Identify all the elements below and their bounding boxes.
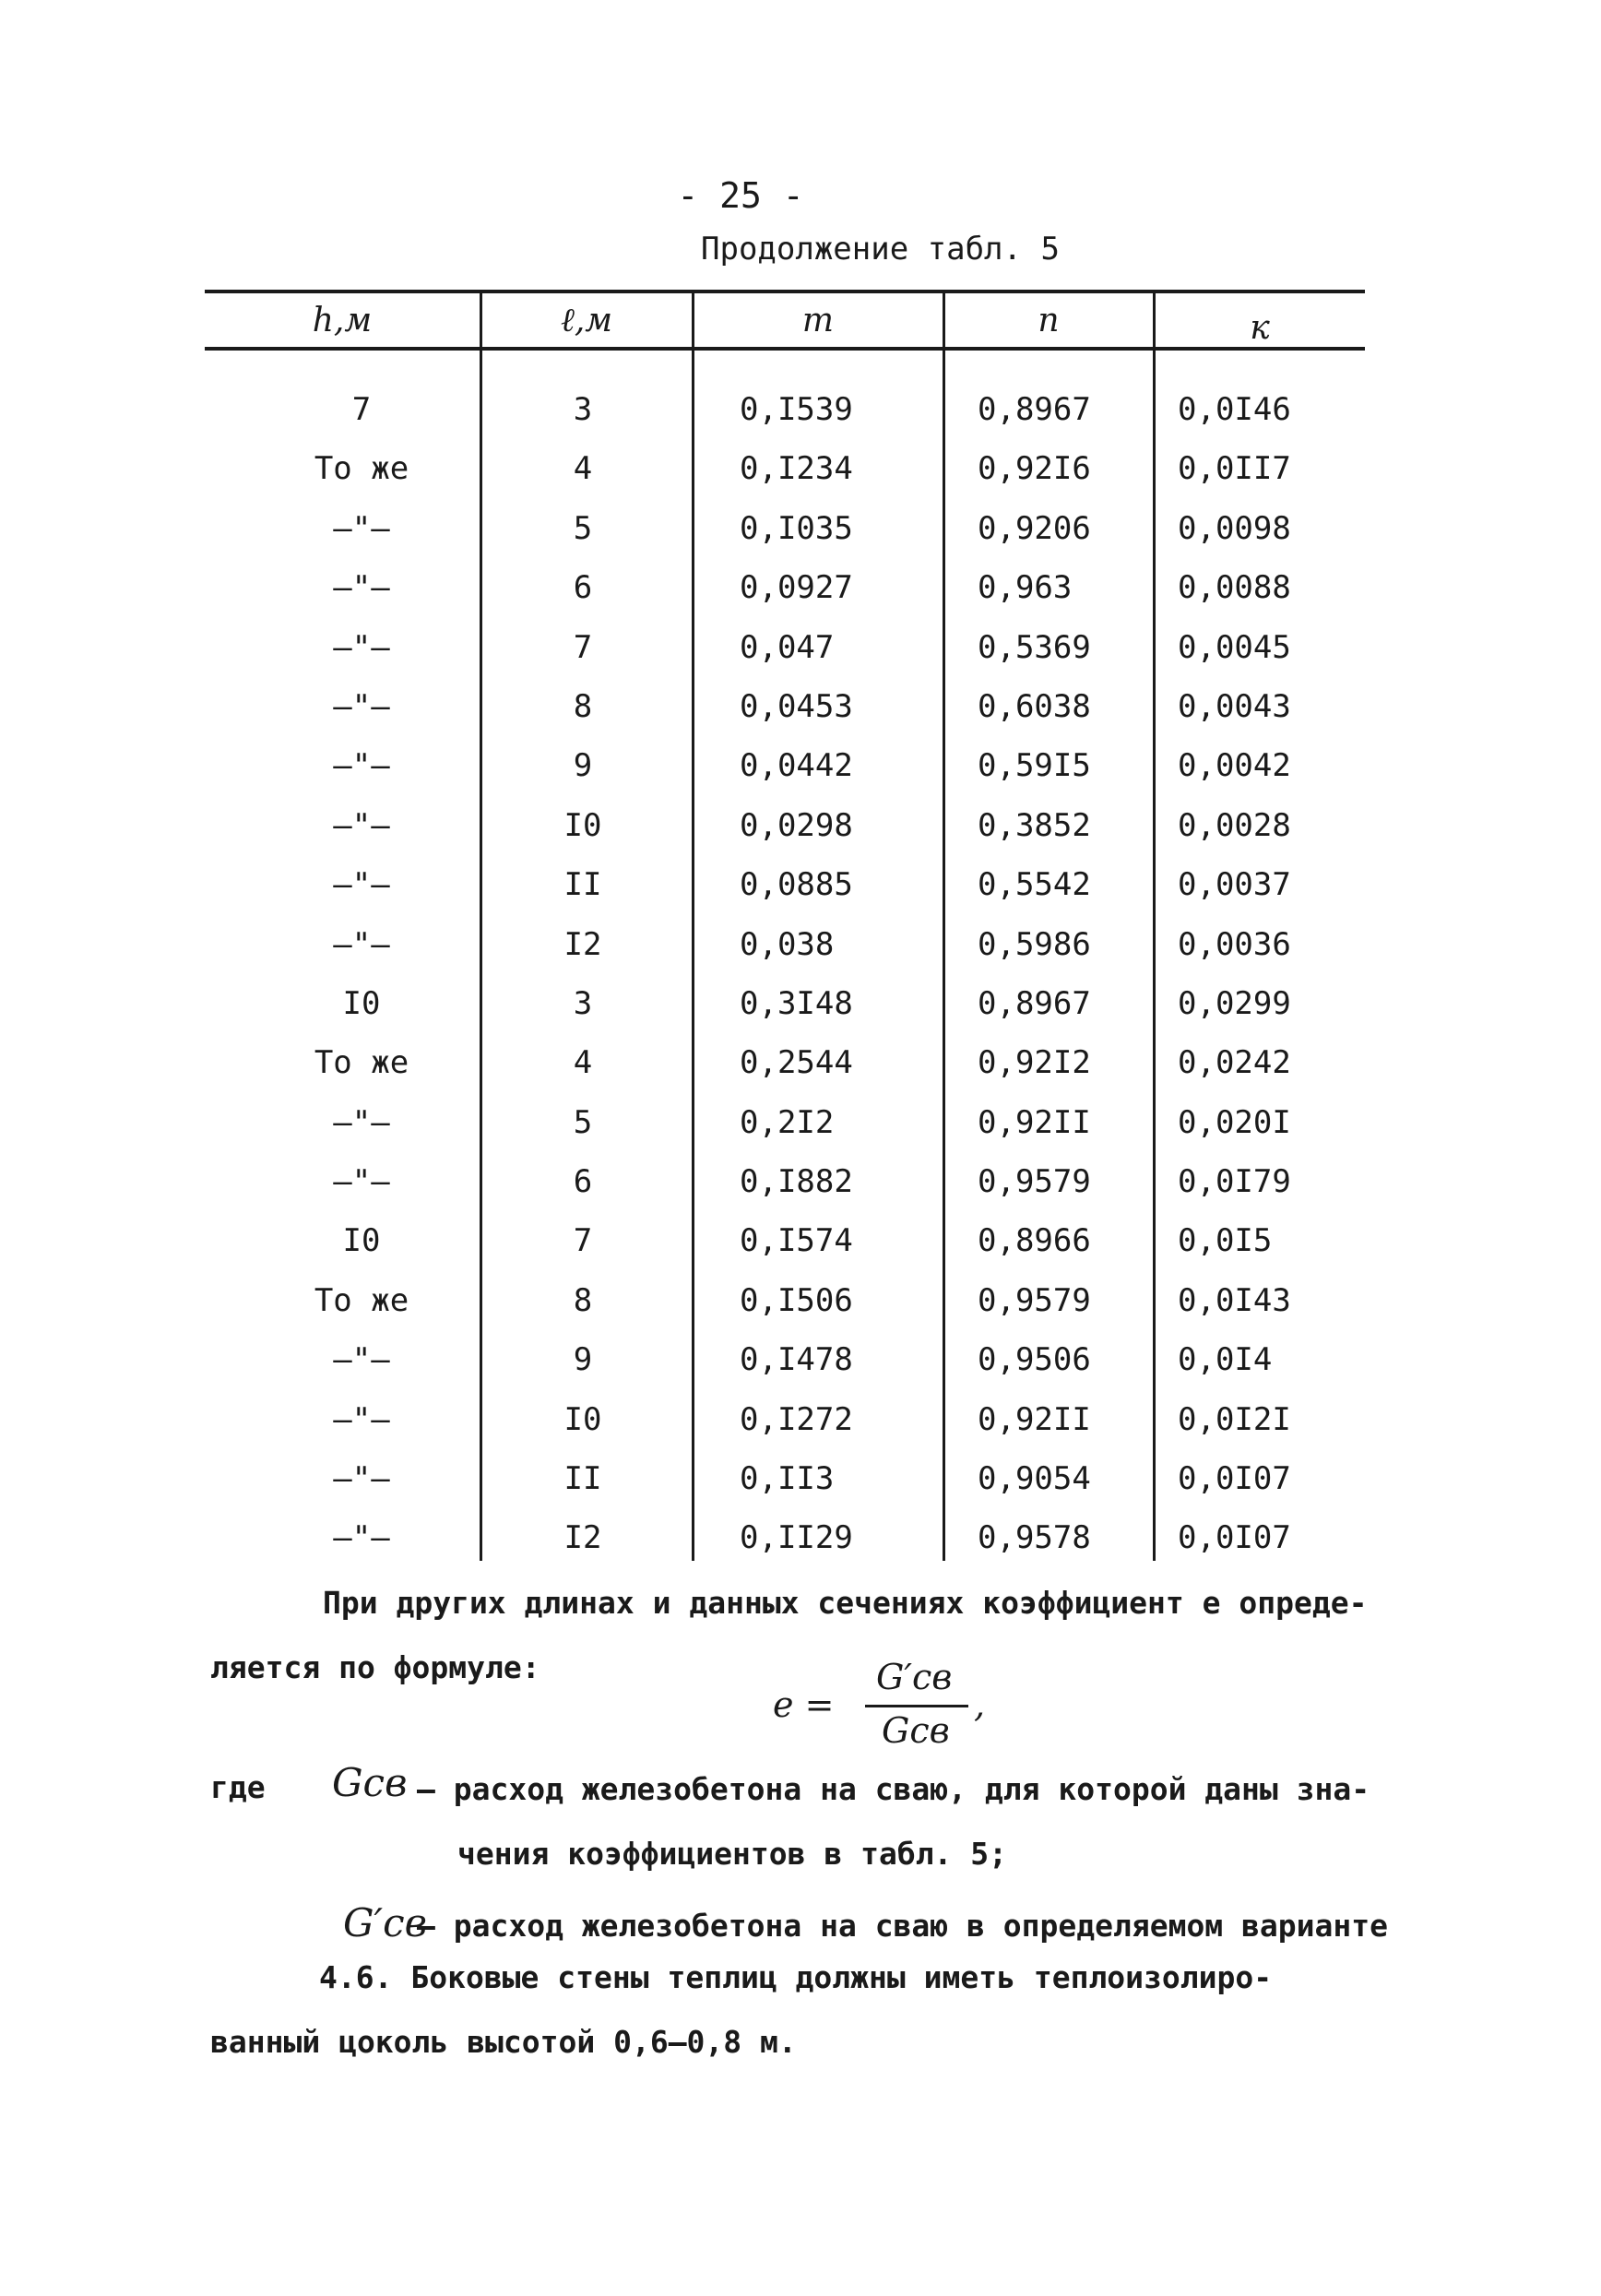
- table-row: [205, 1033, 1365, 1092]
- cell-n: 0,9578: [978, 1519, 1091, 1557]
- cell-k: 0,0098: [1178, 509, 1291, 547]
- table-row: [205, 1330, 1365, 1389]
- cell-h: –"–: [333, 806, 390, 844]
- cell-m: 0,0453: [740, 687, 853, 725]
- header-m: m: [801, 302, 835, 339]
- cell-n: 0,5542: [978, 866, 1091, 904]
- cell-h: –"–: [333, 866, 390, 904]
- cell-h: –"–: [333, 509, 390, 547]
- cell-m: 0,I272: [740, 1400, 853, 1438]
- cell-m: 0,0927: [740, 569, 853, 607]
- cell-n: 0,92I6: [978, 450, 1091, 488]
- table-row: [205, 618, 1365, 677]
- cell-m: 0,I882: [740, 1163, 853, 1201]
- header-l: ℓ,м: [560, 302, 613, 339]
- cell-n: 0,9579: [978, 1281, 1091, 1319]
- cell-n: 0,9206: [978, 509, 1091, 547]
- cell-h: –"–: [333, 628, 390, 666]
- cell-k: 0,0043: [1178, 687, 1291, 725]
- cell-h: –"–: [333, 1400, 390, 1438]
- symbol-gsv: Gсв: [332, 1760, 408, 1805]
- cell-m: 0,3I48: [740, 984, 853, 1022]
- cell-n: 0,9579: [978, 1163, 1091, 1201]
- table-row: [205, 439, 1365, 498]
- cell-n: 0,8966: [978, 1222, 1091, 1260]
- cell-n: 0,8967: [978, 391, 1091, 428]
- cell-m: 0,I234: [740, 450, 853, 488]
- cell-m: 0,I478: [740, 1341, 853, 1379]
- cell-l: I0: [563, 806, 602, 844]
- cell-m: 0,I574: [740, 1222, 853, 1260]
- cell-h: То же: [314, 1281, 409, 1319]
- cell-m: 0,2544: [740, 1044, 853, 1082]
- cell-m: 0,II3: [740, 1460, 835, 1498]
- cell-h: I0: [342, 1222, 381, 1260]
- paragraph-line: ляется по формуле:: [210, 1649, 540, 1685]
- cell-l: 8: [573, 687, 593, 725]
- cell-l: 9: [573, 1341, 593, 1379]
- cell-h: –"–: [333, 747, 390, 785]
- cell-k: 0,0088: [1178, 569, 1291, 607]
- header-n: n: [1038, 302, 1060, 339]
- cell-m: 0,0442: [740, 747, 853, 785]
- cell-m: 0,I506: [740, 1281, 853, 1319]
- cell-l: 7: [573, 628, 593, 666]
- table-row: [205, 796, 1365, 855]
- table-row: [205, 915, 1365, 974]
- definition-line: чения коэффициентов в табл. 5;: [457, 1836, 1008, 1872]
- cell-n: 0,5986: [978, 925, 1091, 963]
- cell-k: 0,0028: [1178, 806, 1291, 844]
- cell-m: 0,2I2: [740, 1103, 835, 1141]
- formula-numerator: G′св: [876, 1657, 953, 1697]
- header-h: h,м: [312, 302, 373, 339]
- cell-n: 0,92II: [978, 1400, 1091, 1438]
- cell-l: I0: [563, 1400, 602, 1438]
- page-number: - 25 -: [677, 175, 804, 216]
- paragraph-line: ванный цоколь высотой 0,6–0,8 м.: [210, 2024, 797, 2060]
- symbol-gsv-prime: G′св: [343, 1900, 428, 1945]
- table-row: [205, 380, 1365, 439]
- table-body: [205, 380, 1365, 1568]
- table-row: [205, 736, 1365, 795]
- cell-n: 0,9506: [978, 1341, 1091, 1379]
- cell-k: 0,0II7: [1178, 450, 1291, 488]
- formula-lhs: e =: [773, 1684, 835, 1725]
- where-word: где: [210, 1769, 266, 1805]
- cell-k: 0,0299: [1178, 984, 1291, 1022]
- cell-h: –"–: [333, 687, 390, 725]
- cell-k: 0,0I43: [1178, 1281, 1291, 1319]
- cell-h: То же: [314, 450, 409, 488]
- cell-l: 9: [573, 747, 593, 785]
- cell-m: 0,I539: [740, 391, 853, 428]
- cell-l: I2: [563, 1519, 602, 1557]
- cell-l: I2: [563, 925, 602, 963]
- cell-k: 0,0042: [1178, 747, 1291, 785]
- formula-comma: ,: [974, 1684, 986, 1725]
- table-row: [205, 1211, 1365, 1270]
- cell-l: 4: [573, 1044, 593, 1082]
- table-row: [205, 499, 1365, 558]
- cell-l: 3: [573, 391, 593, 428]
- table-row: [205, 974, 1365, 1033]
- cell-k: 0,0I4: [1178, 1341, 1273, 1379]
- cell-h: –"–: [333, 1103, 390, 1141]
- cell-n: 0,92II: [978, 1103, 1091, 1141]
- cell-k: 0,0I2I: [1178, 1400, 1291, 1438]
- cell-k: 0,0242: [1178, 1044, 1291, 1082]
- cell-m: 0,I035: [740, 509, 853, 547]
- cell-h: –"–: [333, 925, 390, 963]
- cell-k: 0,0I5: [1178, 1222, 1273, 1260]
- cell-k: 0,0I79: [1178, 1163, 1291, 1201]
- cell-n: 0,6038: [978, 687, 1091, 725]
- cell-l: II: [563, 1460, 602, 1498]
- header-k: к: [1250, 309, 1270, 347]
- table-row: [205, 558, 1365, 617]
- definition-line: – расход железобетона на сваю в определяемом варианте: [417, 1908, 1388, 1944]
- cell-k: 0,020I: [1178, 1103, 1291, 1141]
- cell-h: –"–: [333, 569, 390, 607]
- paragraph-line: При других длинах и данных сечениях коэффициент e опреде-: [323, 1585, 1368, 1621]
- cell-h: –"–: [333, 1163, 390, 1201]
- cell-n: 0,963: [978, 569, 1073, 607]
- cell-n: 0,59I5: [978, 747, 1091, 785]
- table-row: [205, 855, 1365, 914]
- cell-m: 0,II29: [740, 1519, 853, 1557]
- cell-k: 0,0045: [1178, 628, 1291, 666]
- cell-n: 0,92I2: [978, 1044, 1091, 1082]
- formula: [773, 1657, 994, 1758]
- paragraph-line: 4.6. Боковые стены теплиц должны иметь теплоизолиро-: [319, 1959, 1273, 1995]
- cell-k: 0,0I07: [1178, 1460, 1291, 1498]
- cell-l: 5: [573, 1103, 593, 1141]
- cell-l: 4: [573, 450, 593, 488]
- cell-h: –"–: [333, 1341, 390, 1379]
- fraction-bar: [865, 1705, 968, 1707]
- cell-m: 0,0298: [740, 806, 853, 844]
- cell-n: 0,9054: [978, 1460, 1091, 1498]
- cell-k: 0,0036: [1178, 925, 1291, 963]
- cell-k: 0,0037: [1178, 866, 1291, 904]
- cell-h: То же: [314, 1044, 409, 1082]
- cell-l: 6: [573, 569, 593, 607]
- table-row: [205, 1271, 1365, 1330]
- cell-n: 0,5369: [978, 628, 1091, 666]
- cell-h: I0: [342, 984, 381, 1022]
- cell-h: 7: [351, 391, 372, 428]
- cell-m: 0,0885: [740, 866, 853, 904]
- cell-l: 6: [573, 1163, 593, 1201]
- table-caption: Продолжение табл. 5: [701, 231, 1060, 268]
- cell-h: –"–: [333, 1460, 390, 1498]
- cell-l: 5: [573, 509, 593, 547]
- table-row: [205, 1390, 1365, 1449]
- cell-n: 0,3852: [978, 806, 1091, 844]
- cell-l: II: [563, 866, 602, 904]
- cell-l: 3: [573, 984, 593, 1022]
- cell-m: 0,038: [740, 925, 835, 963]
- definition-line: – расход железобетона на сваю, для которой даны зна-: [417, 1771, 1370, 1807]
- formula-denominator: Gсв: [882, 1710, 950, 1751]
- table-row: [205, 1508, 1365, 1567]
- table-top-rule: [205, 290, 1365, 293]
- cell-l: 7: [573, 1222, 593, 1260]
- table-row: [205, 677, 1365, 736]
- cell-l: 8: [573, 1281, 593, 1319]
- table-row: [205, 1152, 1365, 1211]
- table-row: [205, 1449, 1365, 1508]
- cell-m: 0,047: [740, 628, 835, 666]
- cell-h: –"–: [333, 1519, 390, 1557]
- cell-n: 0,8967: [978, 984, 1091, 1022]
- table-row: [205, 1093, 1365, 1152]
- coefficient-table: [205, 290, 1365, 1561]
- cell-k: 0,0I07: [1178, 1519, 1291, 1557]
- cell-k: 0,0I46: [1178, 391, 1291, 428]
